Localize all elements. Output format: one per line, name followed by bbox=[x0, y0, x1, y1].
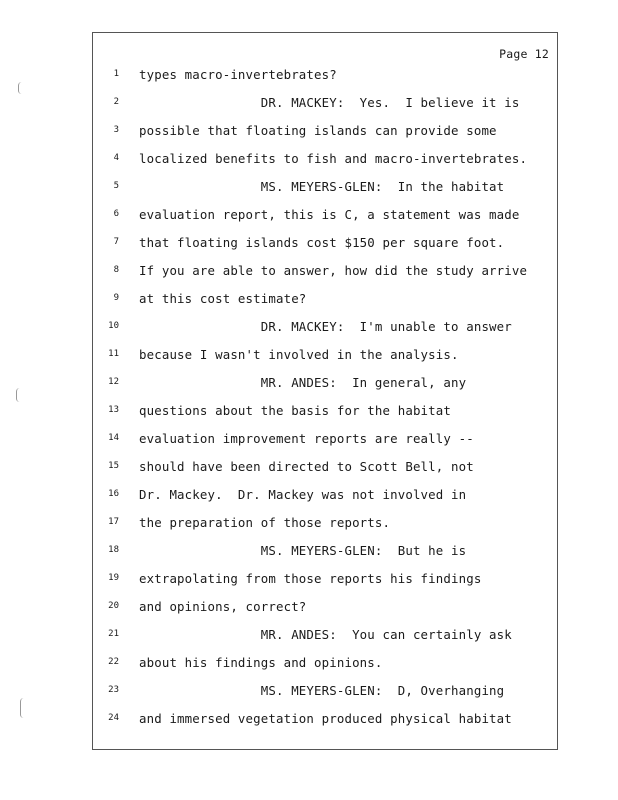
transcript-line bbox=[93, 291, 559, 319]
line-number: 1 bbox=[113, 69, 119, 79]
line-number: 16 bbox=[108, 489, 119, 499]
line-text: questions about the basis for the habitat bbox=[139, 403, 452, 418]
line-number: 4 bbox=[113, 153, 119, 163]
transcript-line bbox=[93, 67, 559, 95]
line-text: at this cost estimate? bbox=[139, 291, 307, 306]
line-number: 2 bbox=[113, 97, 119, 107]
line-text: MS. MEYERS-GLEN: In the habitat bbox=[139, 179, 505, 194]
line-text: DR. MACKEY: I'm unable to answer bbox=[139, 319, 512, 334]
transcript-line bbox=[93, 123, 559, 151]
margin-scan-mark-middle bbox=[16, 388, 23, 402]
line-text: about his findings and opinions. bbox=[139, 655, 383, 670]
line-text: evaluation improvement reports are really -- bbox=[139, 431, 474, 446]
transcript-line bbox=[93, 95, 559, 123]
transcript-line bbox=[93, 347, 559, 375]
line-text: MR. ANDES: You can certainly ask bbox=[139, 627, 512, 642]
transcript-line bbox=[93, 655, 559, 683]
line-number: 24 bbox=[108, 713, 119, 723]
line-text: types macro-invertebrates? bbox=[139, 67, 337, 82]
line-number: 23 bbox=[108, 685, 119, 695]
line-text: localized benefits to fish and macro-invertebrates. bbox=[139, 151, 528, 166]
transcript-line bbox=[93, 683, 559, 711]
line-text: MS. MEYERS-GLEN: D, Overhanging bbox=[139, 683, 505, 698]
transcript-line bbox=[93, 431, 559, 459]
line-text: and immersed vegetation produced physical habitat bbox=[139, 711, 512, 726]
transcript-line bbox=[93, 459, 559, 487]
line-text: because I wasn't involved in the analysis. bbox=[139, 347, 459, 362]
line-text: DR. MACKEY: Yes. I believe it is bbox=[139, 95, 520, 110]
transcript-page bbox=[92, 32, 558, 750]
transcript-line bbox=[93, 543, 559, 571]
line-number: 3 bbox=[113, 125, 119, 135]
margin-scan-mark-top bbox=[18, 82, 25, 94]
margin-scan-mark-bottom bbox=[20, 698, 27, 718]
transcript-line bbox=[93, 571, 559, 599]
line-number: 19 bbox=[108, 573, 119, 583]
line-number: 14 bbox=[108, 433, 119, 443]
line-number: 9 bbox=[113, 293, 119, 303]
transcript-line bbox=[93, 207, 559, 235]
line-number: 22 bbox=[108, 657, 119, 667]
line-text: should have been directed to Scott Bell, not bbox=[139, 459, 474, 474]
transcript-line bbox=[93, 375, 559, 403]
page-number: Page 12 bbox=[499, 47, 549, 61]
transcript-line bbox=[93, 179, 559, 207]
transcript-line bbox=[93, 151, 559, 179]
line-number: 6 bbox=[113, 209, 119, 219]
line-text: MS. MEYERS-GLEN: But he is bbox=[139, 543, 467, 558]
transcript-line bbox=[93, 235, 559, 263]
line-number: 5 bbox=[113, 181, 119, 191]
line-text: Dr. Mackey. Dr. Mackey was not involved in bbox=[139, 487, 467, 502]
line-number: 7 bbox=[113, 237, 119, 247]
line-text: and opinions, correct? bbox=[139, 599, 307, 614]
line-number: 15 bbox=[108, 461, 119, 471]
line-text: extrapolating from those reports his findings bbox=[139, 571, 482, 586]
transcript-line bbox=[93, 515, 559, 543]
transcript-line bbox=[93, 403, 559, 431]
line-number: 21 bbox=[108, 629, 119, 639]
line-text: the preparation of those reports. bbox=[139, 515, 391, 530]
line-number: 18 bbox=[108, 545, 119, 555]
line-number: 12 bbox=[108, 377, 119, 387]
transcript-line bbox=[93, 599, 559, 627]
transcript-line bbox=[93, 487, 559, 515]
transcript-line bbox=[93, 319, 559, 347]
line-text: evaluation report, this is C, a statement was made bbox=[139, 207, 520, 222]
line-number: 13 bbox=[108, 405, 119, 415]
line-number: 11 bbox=[108, 349, 119, 359]
line-text: that floating islands cost $150 per square foot. bbox=[139, 235, 505, 250]
line-number: 20 bbox=[108, 601, 119, 611]
transcript-line bbox=[93, 627, 559, 655]
transcript-line bbox=[93, 263, 559, 291]
line-text: possible that floating islands can provide some bbox=[139, 123, 497, 138]
line-text: If you are able to answer, how did the study arrive bbox=[139, 263, 528, 278]
transcript-line bbox=[93, 711, 559, 739]
line-number: 8 bbox=[113, 265, 119, 275]
line-number: 17 bbox=[108, 517, 119, 527]
line-text: MR. ANDES: In general, any bbox=[139, 375, 467, 390]
line-number: 10 bbox=[108, 321, 119, 331]
